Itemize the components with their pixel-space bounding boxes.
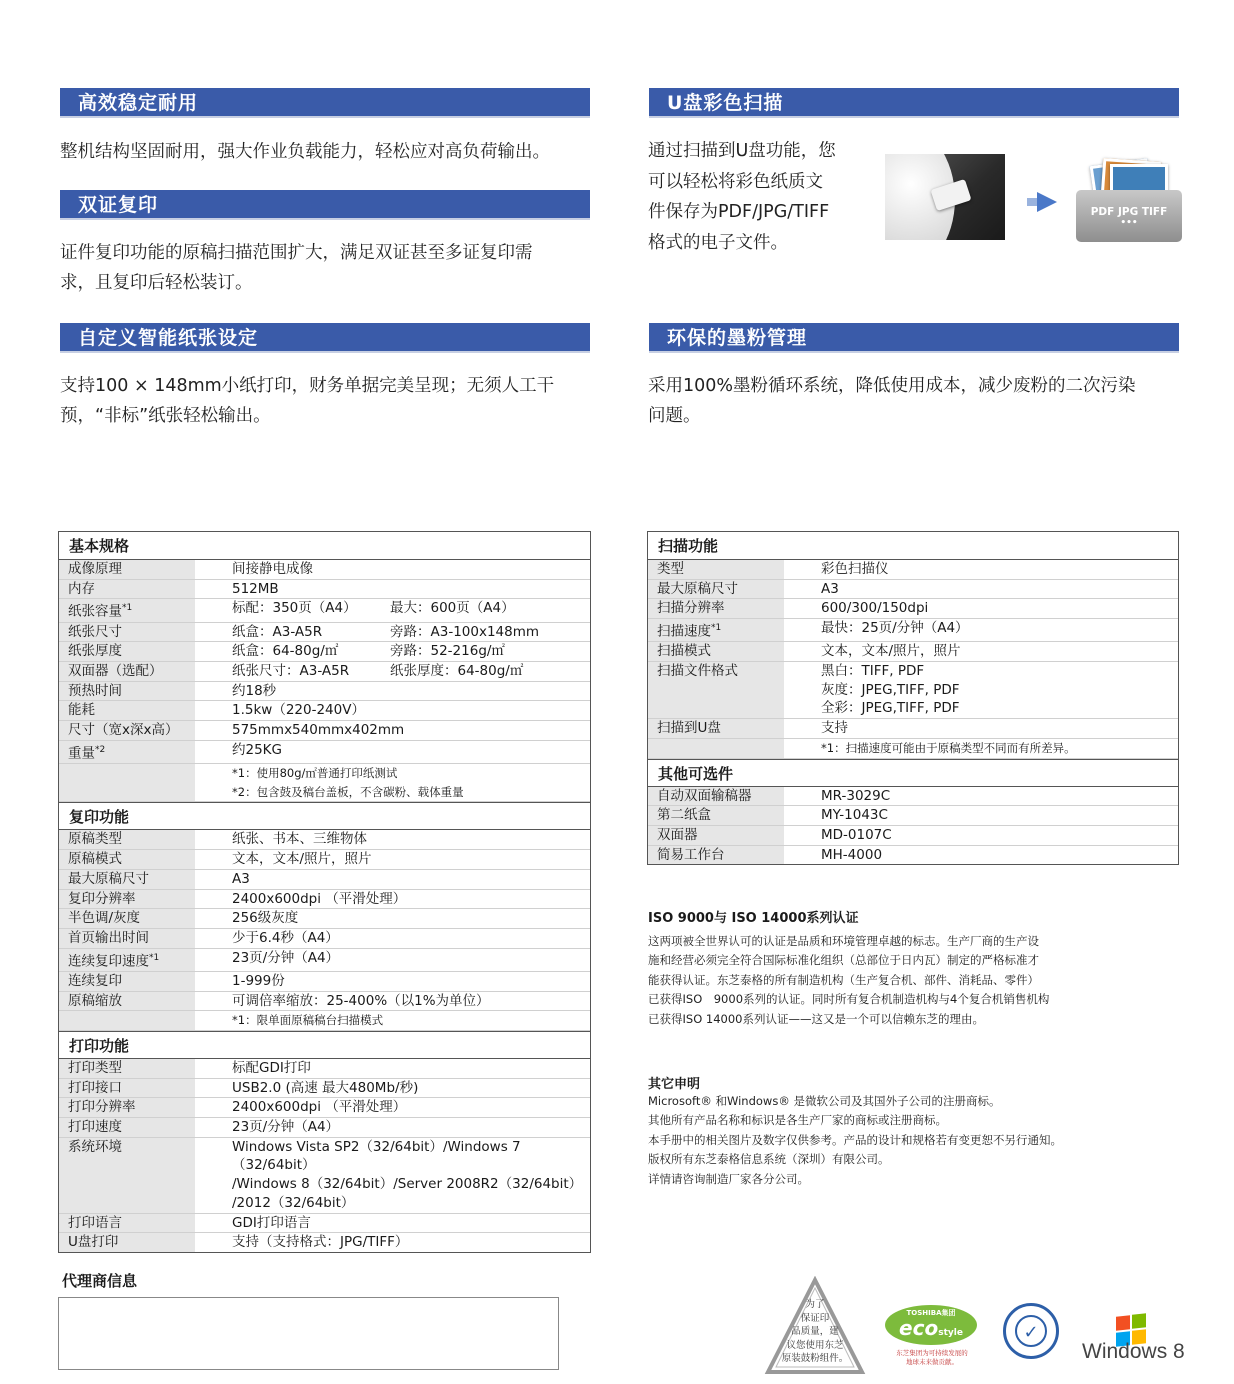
table-row — [59, 599, 590, 622]
iso-title: ISO 9000与 ISO 14000系列认证 — [648, 911, 859, 926]
table-row — [59, 949, 590, 972]
spec-key: 打印类型 — [59, 1059, 195, 1078]
spec-key: 双面器（选配） — [59, 662, 195, 681]
footnote-mark: *1 — [122, 603, 133, 614]
spec-key: 连续复印 — [59, 972, 195, 991]
text-line: 问题。 — [648, 406, 701, 426]
spec-value-col2: 最大：600页（A4） — [390, 600, 515, 617]
spec-key-empty — [648, 739, 784, 758]
spec-value: 2400x600dpi （平滑处理） — [232, 890, 407, 907]
text-line: 已获得ISO 9000系列的认证。同时所有复合机制造机构与4个复合机销售机构 — [648, 992, 1050, 1007]
genuine-supplies-triangle — [764, 1276, 866, 1376]
text-line: 求，且复印后轻松装订。 — [60, 273, 253, 293]
spec-key: 纸张厚度 — [59, 642, 195, 661]
spec-value-col1: 纸张尺寸：A3-A5R — [232, 663, 350, 680]
footnote-mark: *2 — [95, 744, 106, 755]
spec-value: 支持 — [821, 720, 848, 737]
notice-title: 其它申明 — [648, 1077, 701, 1092]
spec-value: 1-999份 — [232, 972, 285, 989]
spec-key: 原稿模式 — [59, 850, 195, 869]
text-line: 本手册中的相关图片及数字仅供参考。产品的设计和规格若有变更恕不另行通知。 — [648, 1132, 1062, 1147]
text-line: 支持100 × 148mm小纸打印，财务单据完美呈现；无须人工干 — [60, 376, 555, 396]
eco-word-main: eco — [899, 1316, 939, 1340]
spec-value: MD-0107C — [821, 826, 892, 843]
table-row — [648, 599, 1178, 619]
spec-value: MH-4000 — [821, 846, 883, 863]
spec-key: 打印速度 — [59, 1118, 195, 1137]
os-line: /2012（32/64bit） — [232, 1194, 355, 1211]
table-row — [59, 890, 590, 910]
spec-key: 成像原理 — [59, 560, 195, 579]
spec-value: 文本，文本/照片，照片 — [232, 851, 372, 868]
table-row — [59, 1011, 590, 1031]
table-row — [59, 1233, 590, 1252]
section-text-usb-scan — [648, 136, 878, 258]
spec-value — [195, 623, 590, 642]
text-line: 通过扫描到U盘功能，您 — [648, 141, 836, 161]
table-row — [59, 560, 590, 580]
text-line: 东芝集团为可持续发展的 — [896, 1349, 968, 1357]
text-line: 版权所有东芝泰格信息系统（深圳）有限公司。 — [648, 1152, 890, 1167]
eco-caption — [880, 1349, 984, 1367]
section-text-toner — [648, 371, 1188, 431]
table-row — [59, 721, 590, 741]
folder-label: PDF JPG TIFF — [1090, 206, 1168, 218]
table-row — [59, 1059, 590, 1079]
spec-key: 双面器 — [648, 826, 784, 845]
spec-key — [59, 949, 195, 971]
spec-value: 标配GDI打印 — [232, 1059, 311, 1076]
spec-key: 扫描到U盘 — [648, 719, 784, 738]
iso-text — [648, 932, 1188, 1029]
table-row — [59, 682, 590, 702]
footnote-mark: *1 — [149, 952, 160, 963]
table-row — [59, 870, 590, 890]
spec-key: 打印接口 — [59, 1079, 195, 1098]
spec-key-empty — [59, 1011, 195, 1030]
spec-value: A3 — [232, 870, 250, 887]
text-line: 地球未来做贡献。 — [906, 1358, 958, 1366]
text-line: 可以轻松将彩色纸质文 — [648, 171, 823, 192]
table-row — [59, 580, 590, 600]
spec-key: 能耗 — [59, 701, 195, 720]
table-row — [59, 1079, 590, 1099]
spec-key: 类型 — [648, 560, 784, 579]
section-text-paper-setting — [60, 371, 600, 431]
spec-value: MR-3029C — [821, 787, 891, 804]
spec-key — [59, 741, 195, 763]
group-title-scan: 扫描功能 — [648, 532, 1178, 560]
spec-value: 23页/分钟（A4） — [232, 949, 340, 966]
spec-value: 2400x600dpi （平滑处理） — [232, 1099, 407, 1116]
spec-key: 原稿缩放 — [59, 992, 195, 1011]
spec-table-right — [647, 531, 1179, 865]
table-row — [648, 560, 1178, 580]
spec-key: 最大原稿尺寸 — [59, 870, 195, 889]
spec-value — [195, 642, 590, 661]
section-header-id-copy: 双证复印 — [60, 190, 590, 220]
spec-value: GDI打印语言 — [232, 1214, 311, 1231]
spec-key: 打印语言 — [59, 1214, 195, 1233]
text-line: 详情请咨询制造厂家各分公司。 — [648, 1171, 809, 1186]
table-row — [59, 929, 590, 949]
table-row — [648, 739, 1178, 759]
table-row — [59, 850, 590, 870]
table-row — [59, 623, 590, 643]
table-row — [59, 1118, 590, 1138]
group-title-copy: 复印功能 — [59, 802, 590, 830]
triangle-text — [764, 1298, 866, 1366]
spec-value: 最快：25页/分钟（A4） — [821, 620, 969, 637]
spec-key: 自动双面输稿器 — [648, 787, 784, 806]
text-line: 原装鼓粉组件。 — [781, 1353, 849, 1364]
spec-key: 预热时间 — [59, 682, 195, 701]
table-row — [648, 806, 1178, 826]
spec-key: 半色调/灰度 — [59, 909, 195, 928]
spec-table-left — [58, 531, 591, 1253]
table-row — [59, 642, 590, 662]
table-row — [648, 719, 1178, 739]
footnote-mark: *1 — [711, 623, 722, 634]
spec-value-col2: 旁路：52-216g/㎡ — [390, 643, 505, 660]
group-title-basic: 基本规格 — [59, 532, 590, 560]
footnote-line: *1：使用80g/㎡普通打印纸测试 — [232, 766, 398, 781]
spec-key-empty — [59, 764, 195, 801]
text-line: 品质量，建 — [791, 1326, 839, 1337]
format-line: 全彩：JPEG,TIFF, PDF — [821, 700, 960, 717]
spec-key: 简易工作台 — [648, 846, 784, 865]
spec-key: 扫描模式 — [648, 642, 784, 661]
section-text-id-copy — [60, 238, 600, 298]
seal-mark-icon: ✓ — [1023, 1322, 1039, 1343]
spec-key-text: 纸张容量 — [68, 603, 122, 620]
text-line: Microsoft® 和Windows® 是微软公司及其国外子公司的注册商标。 — [648, 1094, 1001, 1108]
spec-value: 约25KG — [232, 741, 282, 758]
usb-drive-photo — [885, 154, 1005, 240]
spec-key: 原稿类型 — [59, 830, 195, 849]
spec-value-col1: 标配：350页（A4） — [232, 600, 357, 617]
notice-text — [648, 1092, 1208, 1189]
table-row — [648, 642, 1178, 662]
section-header-durable: 高效稳定耐用 — [60, 88, 590, 118]
certification-seal-icon — [1003, 1303, 1059, 1359]
spec-value: MY-1043C — [821, 807, 888, 824]
spec-key — [648, 619, 784, 641]
spec-key: 第二纸盒 — [648, 806, 784, 825]
table-row — [648, 846, 1178, 865]
spec-value: 约18秒 — [232, 682, 277, 699]
spec-value: 1.5kw（220-240V） — [232, 702, 365, 719]
text-line: 能获得认证。东芝泰格的所有制造机构（生产复合机、部件、消耗品、零件） — [648, 972, 1039, 987]
eco-word-style: style — [938, 1328, 963, 1338]
table-row — [59, 662, 590, 682]
windows-8-label: Windows 8 — [1082, 1340, 1185, 1363]
spec-value: 512MB — [232, 580, 279, 597]
section-header-usb-scan: U盘彩色扫描 — [649, 88, 1179, 118]
section-text-durable: 整机结构坚固耐用，强大作业负载能力，轻松应对高负荷输出。 — [60, 142, 550, 162]
group-title-options: 其他可选件 — [648, 759, 1178, 787]
spec-value — [784, 662, 1178, 718]
spec-key: 纸张尺寸 — [59, 623, 195, 642]
table-row — [59, 830, 590, 850]
spec-key-text: 扫描速度 — [657, 623, 711, 640]
spec-key: 最大原稿尺寸 — [648, 580, 784, 599]
table-row — [59, 992, 590, 1012]
table-row — [59, 701, 590, 721]
table-row — [59, 1138, 590, 1214]
group-title-print: 打印功能 — [59, 1031, 590, 1059]
spec-value: 600/300/150dpi — [821, 600, 929, 617]
text-line: 格式的电子文件。 — [648, 232, 788, 253]
eco-brand: TOSHIBA集团 — [906, 1309, 956, 1317]
text-line: 预，“非标”纸张轻松输出。 — [60, 406, 271, 426]
table-row — [59, 764, 590, 802]
spec-value: 256级灰度 — [232, 910, 299, 927]
agent-info-box — [58, 1297, 559, 1370]
arrow-right-icon — [1037, 192, 1057, 212]
spec-key: 扫描分辨率 — [648, 599, 784, 618]
text-line: 已获得ISO 14000系列认证——这又是一个可以信赖东芝的理由。 — [648, 1011, 984, 1026]
spec-value-col2: 旁路：A3-100x148mm — [390, 623, 540, 640]
table-row — [648, 787, 1178, 807]
spec-key — [59, 599, 195, 621]
spec-value — [195, 1138, 590, 1213]
spec-value: 575mmx540mmx402mm — [232, 722, 405, 739]
spec-value: 间接静电成像 — [232, 561, 313, 577]
spec-value: 彩色扫描仪 — [821, 561, 889, 577]
text-line: 采用100%墨粉循环系统，降低使用成本，减少废粉的二次污染 — [648, 376, 1136, 396]
folder-dots: ••• — [1120, 218, 1138, 228]
spec-value: 23页/分钟（A4） — [232, 1119, 340, 1136]
table-row — [59, 909, 590, 929]
spec-value: 纸张、书本、三维物体 — [232, 831, 367, 848]
spec-key-text: 重量 — [68, 745, 95, 762]
spec-value: 文本，文本/照片，照片 — [821, 643, 961, 660]
text-line: 证件复印功能的原稿扫描范围扩大，满足双证甚至多证复印需 — [60, 243, 533, 263]
text-line: 其他所有产品名称和标识是各生产厂家的商标或注册商标。 — [648, 1113, 947, 1128]
footnote: *1：限单面原稿稿台扫描模式 — [232, 1013, 384, 1028]
section-header-toner: 环保的墨粉管理 — [649, 323, 1179, 353]
windows-pane — [1132, 1313, 1146, 1328]
spec-value-col2: 纸张厚度：64-80g/㎡ — [390, 663, 524, 680]
folder-icon — [1076, 190, 1182, 242]
table-row — [648, 580, 1178, 600]
text-line: 施和经营必须完全符合国际标准化组织（总部位于日内瓦）制定的严格标准才 — [648, 953, 1039, 968]
table-row — [648, 826, 1178, 846]
spec-value — [195, 599, 590, 621]
format-line: 黑白：TIFF, PDF — [821, 663, 925, 680]
table-row — [648, 662, 1178, 719]
spec-value: USB2.0 (高速 最大480Mb/秒) — [232, 1079, 419, 1096]
spec-key: 首页输出时间 — [59, 929, 195, 948]
spec-value — [195, 662, 590, 681]
spec-key: 内存 — [59, 580, 195, 599]
text-line: 这两项被全世界认可的认证是品质和环境管理卓越的标志。生产厂商的生产设 — [648, 934, 1039, 948]
text-line: 件保存为PDF/JPG/TIFF — [648, 202, 830, 222]
format-line: 灰度：JPEG,TIFF, PDF — [821, 681, 960, 698]
agent-title: 代理商信息 — [62, 1272, 138, 1290]
os-line: Windows Vista SP2（32/64bit）/Windows 7（32/64bit） — [232, 1138, 521, 1174]
spec-key: 扫描文件格式 — [648, 662, 784, 718]
text-line: 议您使用东芝 — [786, 1339, 844, 1351]
spec-value-col1: 纸盒：64-80g/㎡ — [232, 643, 339, 660]
footnote: *1：扫描速度可能由于原稿类型不同而有所差异。 — [821, 740, 1076, 755]
windows-pane — [1116, 1315, 1130, 1330]
footnote — [195, 764, 590, 801]
eco-word — [885, 1318, 977, 1343]
spec-value: 支持（支持格式：JPG/TIFF） — [232, 1234, 409, 1251]
spec-key: U盘打印 — [59, 1233, 195, 1252]
os-line: /Windows 8（32/64bit）/Server 2008R2（32/64bit） — [232, 1176, 583, 1193]
spec-value: 少于6.4秒（A4） — [232, 929, 339, 946]
spec-value-col1: 纸盒：A3-A5R — [232, 623, 323, 640]
eco-style-logo — [885, 1305, 977, 1345]
table-row — [648, 619, 1178, 642]
spec-key: 复印分辨率 — [59, 890, 195, 909]
table-row — [59, 741, 590, 764]
seal-inner — [1015, 1315, 1047, 1347]
spec-key: 打印分辨率 — [59, 1098, 195, 1117]
table-row — [59, 1214, 590, 1234]
footnote-line: *2：包含鼓及稿台盖板，不含碳粉、载体重量 — [232, 784, 464, 799]
text-line: 为了 — [805, 1299, 825, 1310]
table-row — [59, 972, 590, 992]
table-row — [59, 1098, 590, 1118]
spec-key: 系统环境 — [59, 1138, 195, 1213]
spec-value: 可调倍率缩放：25-400%（以1%为单位） — [232, 992, 490, 1009]
spec-key: 尺寸（宽x深x高） — [59, 721, 195, 740]
section-header-paper-setting: 自定义智能纸张设定 — [60, 323, 590, 353]
spec-value: A3 — [821, 580, 839, 597]
spec-key-text: 连续复印速度 — [68, 953, 149, 970]
text-line: 保证印 — [800, 1312, 830, 1324]
